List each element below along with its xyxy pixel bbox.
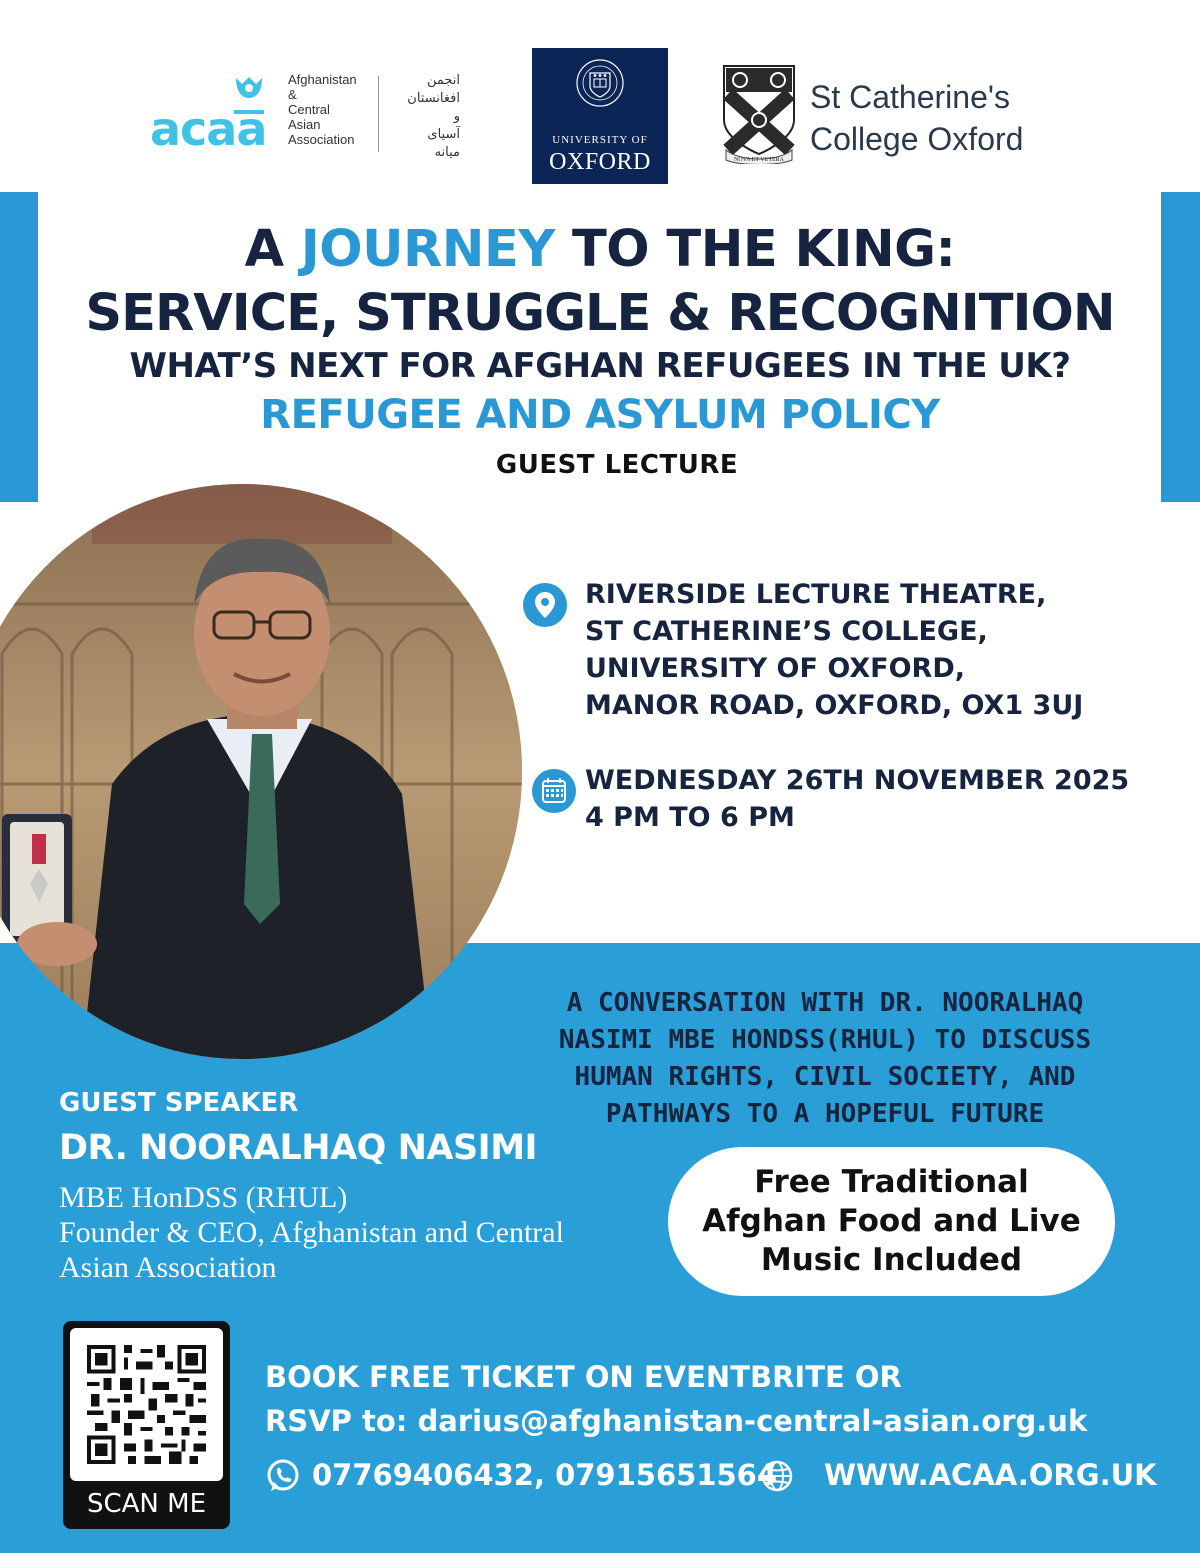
subtitle-policy: REFUGEE AND ASYLUM POLICY <box>260 392 940 438</box>
conversation-description: A CONVERSATION WITH DR. NOORALHAQ NASIMI MBE HONDSS(RHUL) TO DISCUSS HUMAN RIGHTS, CIVIL SOCIETY, AND PATHWAYS TO A HOPEFUL FUTURE <box>558 988 1092 1129</box>
website-link[interactable]: WWW.ACAA.ORG.UK <box>824 1458 1157 1492</box>
title-highlight: JOURNEY <box>300 220 555 279</box>
food-music-badge: Free Traditional Afghan Food and Live Music Included <box>668 1147 1115 1296</box>
venue-address: RIVERSIDE LECTURE THEATRE, ST CATHERINE’S COLLEGE, UNIVERSITY OF OXFORD, MANOR ROAD, OXFORD, OX1 3UJ <box>585 579 1084 721</box>
st-catherines-shield-icon <box>720 62 798 164</box>
acaa-logo <box>150 70 470 160</box>
whatsapp-icon <box>265 1458 301 1494</box>
oxford-university-of: UNIVERSITY OF <box>552 134 648 146</box>
event-type-label: GUEST LECTURE <box>495 450 739 480</box>
st-catherines-name: St Catherine's College Oxford <box>810 79 1024 157</box>
qr-code-card[interactable] <box>63 1321 230 1529</box>
qr-code-icon <box>87 1345 206 1464</box>
oxford-logo <box>532 48 668 184</box>
st-catherines-logo <box>720 62 1060 172</box>
acaa-farsi-name: انجمن افغانستان و آسیای میانه <box>407 73 460 160</box>
scan-me-label: SCAN ME <box>86 1489 207 1519</box>
rsvp-email[interactable]: RSVP to: darius@afghanistan-central-asian.org.uk <box>265 1404 1088 1438</box>
guest-speaker-label: GUEST SPEAKER <box>59 1088 299 1118</box>
subtitle-question: WHAT’S NEXT FOR AFGHAN REFUGEES IN THE UK? <box>129 346 1071 386</box>
speaker-name: DR. NOORALHAQ NASIMI <box>59 1128 538 1168</box>
acaa-wordmark: acaa <box>150 102 267 156</box>
acaa-divider <box>378 76 379 152</box>
qr-code-frame <box>70 1328 223 1481</box>
speaker-description: MBE HonDSS (RHUL) Founder & CEO, Afghanistan and Central Asian Association <box>59 1181 564 1284</box>
st-catherines-motto: NOVA ET VETERA <box>733 157 785 163</box>
booking-instructions: BOOK FREE TICKET ON EVENTBRITE OR <box>265 1360 902 1394</box>
title-line-2: SERVICE, STRUGGLE & RECOGNITION <box>85 284 1115 343</box>
title-line-1: A JOURNEY TO THE KING: <box>244 220 956 279</box>
event-date-time: WEDNESDAY 26TH NOVEMBER 2025 4 PM TO 6 PM <box>585 765 1130 833</box>
acaa-english-name: Afghanistan & Central Asian Association <box>288 72 357 147</box>
oxford-wordmark: OXFORD <box>549 149 651 175</box>
calendar-icon <box>531 768 577 814</box>
phone-numbers[interactable]: 07769406432, 07915651564 <box>312 1458 778 1492</box>
oxford-crest-icon <box>575 58 625 108</box>
location-pin-icon <box>522 582 568 628</box>
globe-icon <box>759 1458 795 1494</box>
